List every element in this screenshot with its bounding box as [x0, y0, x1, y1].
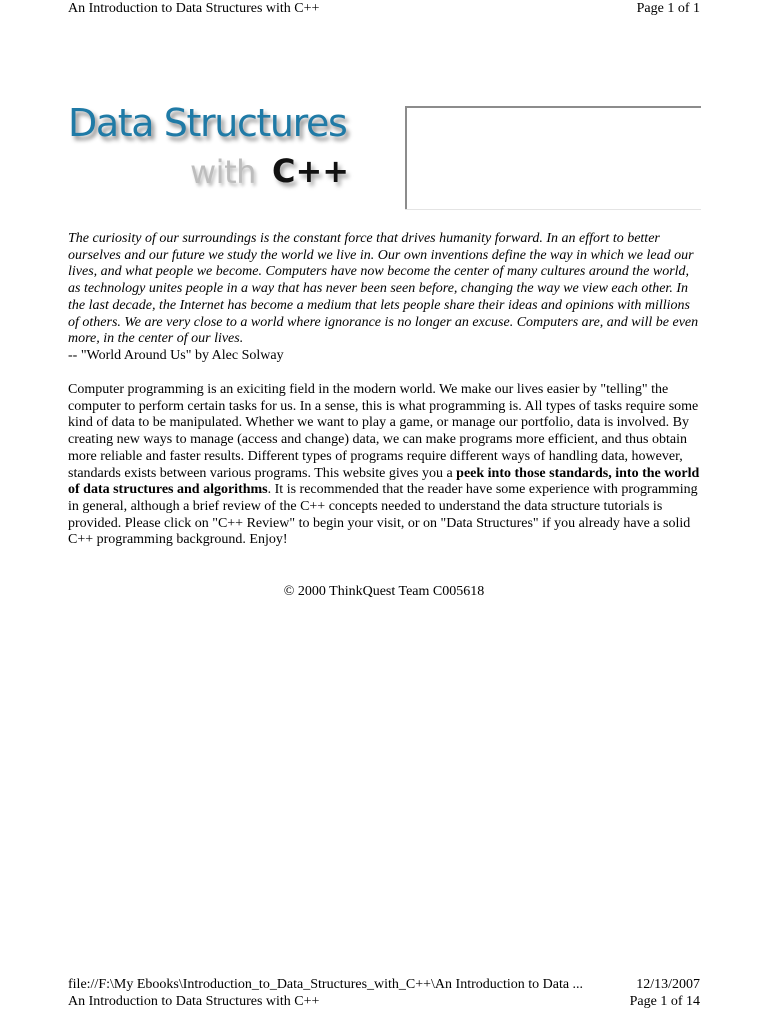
footer-line-1: [68, 976, 700, 994]
footer-line-2: [68, 993, 700, 1011]
footer-date: 12/13/2007: [636, 977, 700, 992]
header-title: An Introduction to Data Structures with C++: [68, 1, 320, 16]
footer-title: An Introduction to Data Structures with C++: [68, 994, 320, 1009]
frame-top-border: [405, 106, 701, 108]
intro-quote: The curiosity of our surroundings is the constant force that drives humanity forward. In an effort to better ourselves and our future we study the world we live in. Our own inventions define the way in which we lead our lives, and what people we become. Computers have now become the center of many cultures around the world, as technology unites people in a way that has never been seen before, changing the way we view each other. In the last decade, the Internet has become a medium that lets people share their ideas and opinions with millions of others. We are very close to a world where ignorance is no longer an excuse. Computers are, and will be even more, in the center of our lives.: [68, 231, 699, 347]
logo-title: Data Structures: [68, 101, 347, 145]
header-page-number: Page 1 of 1: [636, 1, 700, 16]
frame-bottom-border: [405, 209, 701, 210]
site-logo: [66, 98, 404, 198]
frame-left-border: [405, 106, 407, 210]
intro-text-start: Computer programming is an exiciting field in the modern world. We make our lives easier by "telling" the computer to perform certain tasks for us. In a sense, this is what programming is. All types of tasks require some kind of data to be manipulated. Whether we want to play a game, or manage our portfolio, data is involved. By creating new ways to manage (access and change) data, we can make programs more efficient, and thus obtain more reliable and faster results. Different types of programs require different ways of handling data, however, standards exists between various programs. This website gives you a: [68, 382, 699, 481]
page-header: [68, 0, 700, 20]
intro-text-end: . It is recommended that the reader have some experience with programming in general, although a brief review of the C++ concepts needed to understand the data structure tutorials is provided. Please click on "C++ Review" to begin your visit, or on "Data Structures" if you already have a solid C++ programming background. Enjoy!: [68, 482, 698, 548]
intro-highlight: peek into those standards, into the world of data structures and algorithms: [68, 465, 700, 498]
copyright-notice: © 2000 ThinkQuest Team C005618: [283, 584, 485, 599]
logo-with: with: [190, 153, 256, 191]
logo-cpp: C++: [272, 152, 350, 190]
banner-frame: [405, 106, 701, 210]
footer-file-path: file://F:\My Ebooks\Introduction_to_Data_Structures_with_C++\An Introduction to Data ...: [68, 977, 584, 992]
footer-page-number: Page 1 of 14: [629, 994, 700, 1009]
intro-paragraph: [68, 382, 704, 549]
quote-attribution: -- "World Around Us" by Alec Solway: [68, 348, 284, 363]
